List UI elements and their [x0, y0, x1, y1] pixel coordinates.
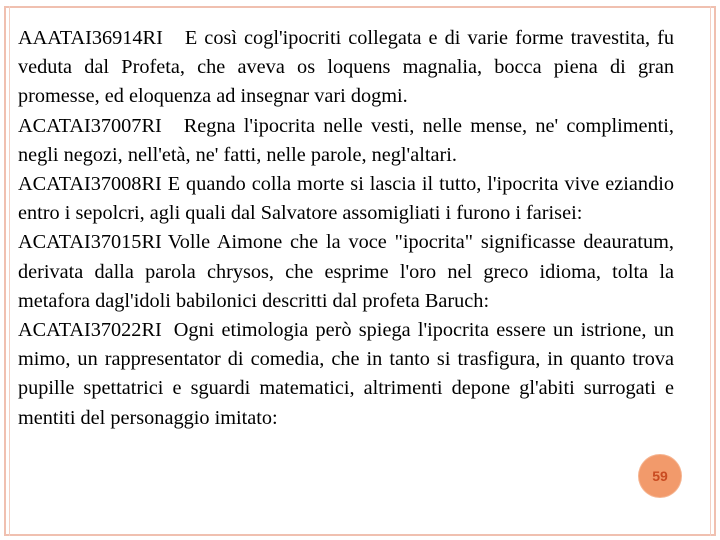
entry-text: E così cogl'ipocriti collegata e di varie forme travestita, fu veduta dal Profeta, che aveva os loquens magnalia, bocca piena di gran promesse, ed eloquenza ad insegnar vari dogmi. — [18, 27, 674, 108]
entry-text: Ogni etimologia però spiega l'ipocrita essere un istrione, un mimo, un rappresentator di comedia, che in tanto si trasfigura, in quanto trova pupille spettatrici e sguardi matematici, altrimenti depone gl'abiti surrogati e mentiti del personaggio imitato: — [18, 319, 674, 429]
slide-body — [18, 24, 674, 433]
frame-top-border — [4, 6, 716, 8]
frame-left-inner-border — [9, 6, 10, 536]
entry-5 — [18, 316, 674, 433]
entry-2 — [18, 112, 674, 170]
frame-bottom-border — [4, 534, 716, 536]
entry-text: E quando colla morte si lascia il tutto, l'ipocrita vive eziandio entro i sepolcri, agli quali dal Salvatore assomigliati i furono i farisei: — [18, 173, 674, 225]
entry-1 — [18, 24, 674, 112]
entry-code: AAATAI36914RI — [18, 27, 163, 49]
entry-3 — [18, 170, 674, 228]
entry-code: ACATAI37007RI — [18, 114, 162, 137]
entry-code: ACATAI37008RI — [18, 173, 162, 196]
entry-4 — [18, 228, 674, 316]
frame-right-border — [714, 6, 716, 536]
entry-text: Volle Aimone che la voce "ipocrita" significasse deauratum, derivata dalla parola chrysos, che esprime l'oro nel greco idioma, tolta la metafora dagl'idoli babilonici descritti dal profeta Baruch: — [18, 231, 674, 312]
frame-left-border — [4, 6, 6, 536]
entry-code: ACATAI37015RI — [18, 231, 162, 254]
page-number: 59 — [652, 468, 668, 484]
entry-text: Regna l'ipocrita nelle vesti, nelle mense, ne' complimenti, negli negozi, nell'età, ne' fatti, nelle parole, negl'altari. — [18, 114, 674, 166]
page-number-badge — [639, 455, 681, 497]
frame-right-inner-border — [710, 6, 711, 536]
entry-code: ACATAI37022RI — [18, 319, 162, 342]
